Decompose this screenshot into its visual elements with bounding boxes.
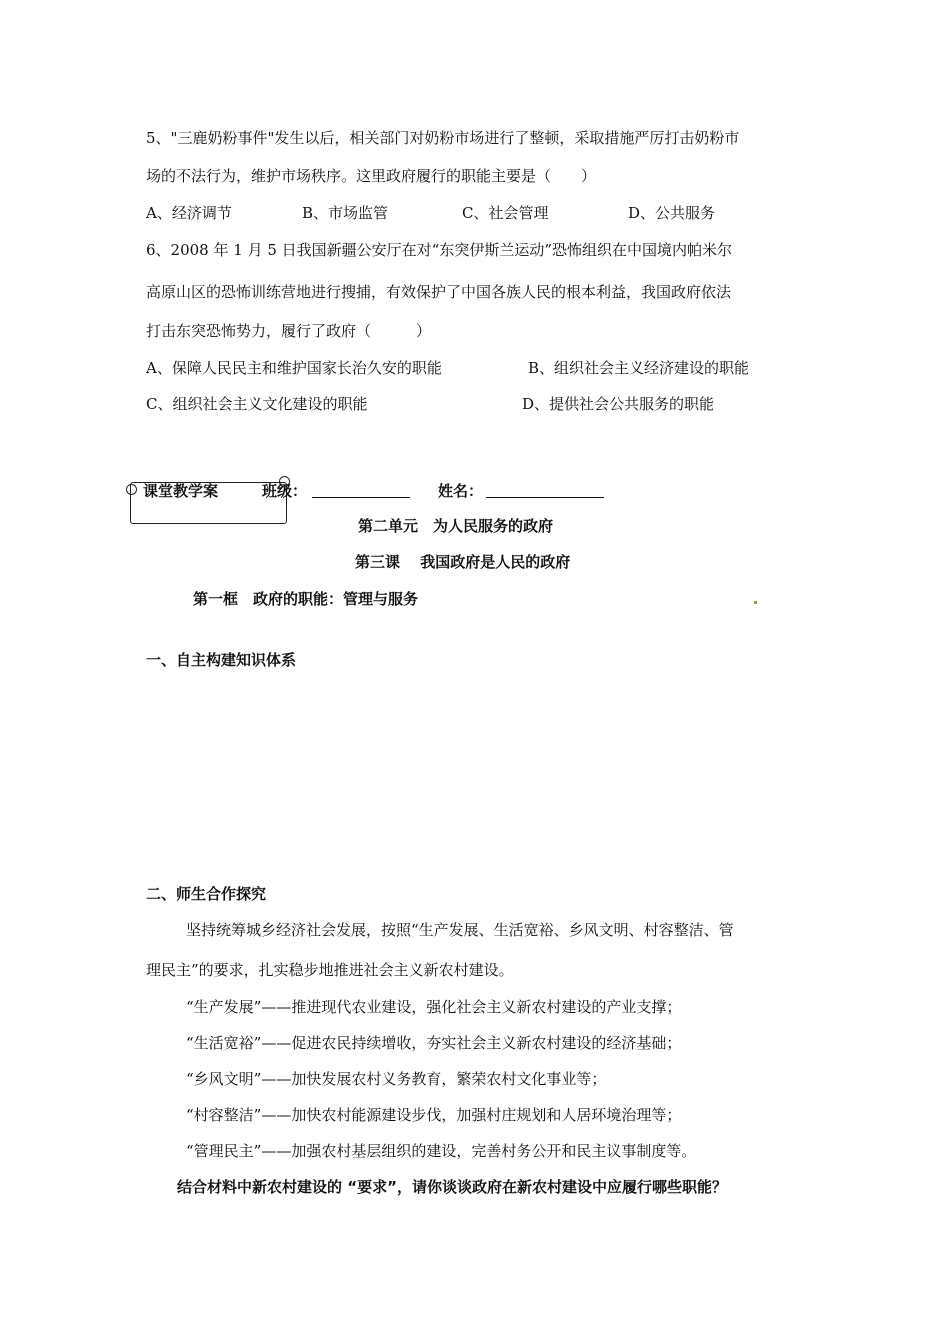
class-label: 班级： — [262, 482, 308, 500]
q6-line-1: 6、2008 年 1 月 5 日我国新疆公安厅在对“东突伊斯兰运动”恐怖组织在中国境内帕米尔 — [146, 241, 732, 259]
section2-item: “村容整洁”——加快农村能源建设步伐，加强村庄规划和人居环境治理等； — [186, 1106, 682, 1124]
q5-option-d: D、公共服务 — [628, 204, 716, 222]
name-blank[interactable] — [486, 481, 604, 498]
stray-mark — [754, 601, 757, 604]
section2-heading: 二、师生合作探究 — [146, 885, 267, 903]
section1-heading: 一、自主构建知识体系 — [146, 651, 297, 669]
name-label: 姓名： — [438, 482, 484, 500]
q6-line-3: 打击东突恐怖势力，履行了政府（ ） — [146, 322, 432, 340]
q5-option-c: C、社会管理 — [462, 204, 549, 222]
section2-item: “管理民主”——加强农村基层组织的建设，完善村务公开和民主议事制度等。 — [186, 1142, 697, 1160]
q5-option-b: B、市场监管 — [302, 204, 389, 222]
q5-option-a: A、经济调节 — [146, 204, 232, 222]
q6-line-2: 高原山区的恐怖训练营地进行搜捕，有效保护了中国各族人民的根本利益，我国政府依法 — [146, 283, 732, 301]
section2-item: “乡风文明”——加快发展农村义务教育，繁荣农村文化事业等； — [186, 1070, 607, 1088]
q6-option-c: C、组织社会主义文化建设的职能 — [146, 395, 368, 413]
section2-item: “生产发展”——推进现代农业建设，强化社会主义新农村建设的产业支撑； — [186, 998, 682, 1016]
scroll-curl-left-icon — [126, 484, 137, 495]
q6-option-a: A、保障人民民主和维护国家长治久安的职能 — [146, 359, 442, 377]
section2-item: “生活宽裕”——促进农民持续增收，夯实社会主义新农村建设的经济基础； — [186, 1034, 682, 1052]
q6-option-b: B、组织社会主义经济建设的职能 — [528, 359, 750, 377]
q5-line-2: 场的不法行为，维护市场秩序。这里政府履行的职能主要是（ ） — [146, 167, 597, 185]
lesson-title: 第三课 我国政府是人民的政府 — [355, 553, 571, 571]
header-tag: 课堂教学案 — [143, 482, 219, 500]
section2-para-line-2: 理民主”的要求，扎实稳步地推进社会主义新农村建设。 — [146, 961, 514, 979]
unit-title: 第二单元 为人民服务的政府 — [358, 517, 554, 535]
q6-option-d: D、提供社会公共服务的职能 — [522, 395, 715, 413]
q5-line-1: 5、"三鹿奶粉事件"发生以后，相关部门对奶粉市场进行了整顿，采取措施严厉打击奶粉市 — [146, 129, 740, 147]
frame-title: 第一框 政府的职能：管理与服务 — [193, 590, 419, 608]
class-blank[interactable] — [312, 481, 410, 498]
section2-para-line-1: 坚持统筹城乡经济社会发展，按照“生产发展、生活宽裕、乡风文明、村容整洁、管 — [186, 921, 734, 939]
section2-question: 结合材料中新农村建设的 “要求”，请你谈谈政府在新农村建设中应履行哪些职能？ — [177, 1178, 727, 1196]
